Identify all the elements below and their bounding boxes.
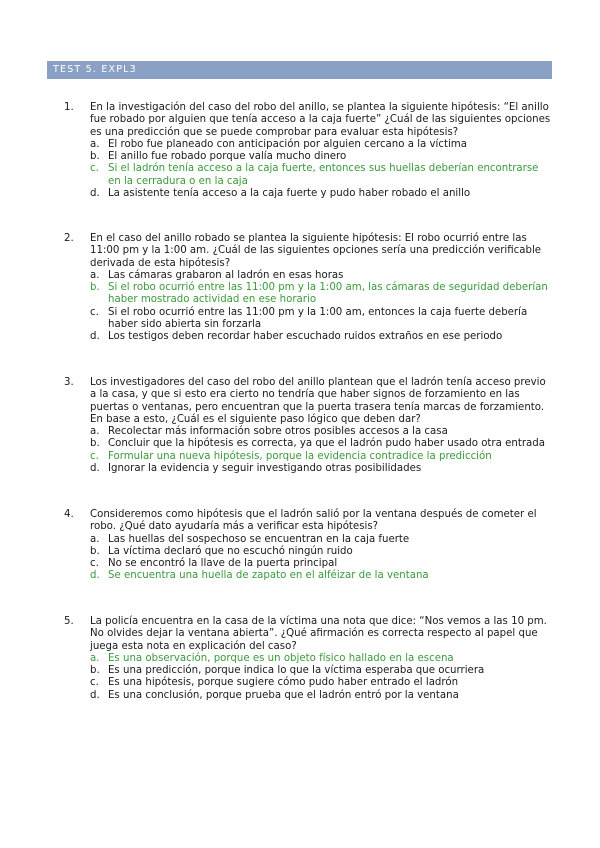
option-b[interactable] (90, 151, 554, 163)
option-letter: c. (90, 163, 99, 175)
option-d[interactable] (90, 690, 554, 702)
option-letter: c. (90, 306, 99, 318)
question-number: 5. (64, 616, 74, 627)
option-d[interactable] (90, 331, 554, 343)
option-letter: b. (90, 545, 100, 557)
option-letter: c. (90, 558, 99, 570)
option-text: Es una observación, porque es un objeto físico hallado en la escena (108, 652, 454, 664)
question-number: 3. (64, 377, 74, 388)
question-text: Consideremos como hipótesis que el ladrón salió por la ventana después de cometer el robo. ¿Qué dato ayudaría más a verificar esta hipótesis? (90, 509, 537, 533)
option-text: No se encontró la llave de la puerta principal (108, 558, 338, 570)
option-letter: a. (90, 652, 100, 664)
option-a[interactable] (90, 426, 554, 438)
question-text: La policía encuentra en la casa de la víctima una nota que dice: “Nos vemos a las 10 pm. No olvides dejar la ventana abierta”. ¿Qué afirmación es correcta respecto al papel que juega esta nota en explicación del caso? (90, 616, 547, 652)
option-letter: b. (90, 665, 100, 677)
option-text: La víctima declaró que no escuchó ningún ruido (108, 545, 353, 557)
option-d[interactable] (90, 188, 554, 200)
question-text: En la investigación del caso del robo del anillo, se plantea la siguiente hipótesis: “El anillo fue robado por alguien que tenía acceso a la caja fuerte” ¿Cuál de las siguientes opciones es una predicción que se puede comprobar para evaluar esta hipótesis? (90, 102, 551, 138)
option-letter: d. (90, 331, 100, 343)
option-b[interactable] (90, 546, 554, 558)
option-c-correct[interactable] (90, 163, 554, 188)
option-a[interactable] (90, 139, 554, 151)
option-letter: d. (90, 570, 100, 582)
option-text: Los testigos deben recordar haber escuchado ruidos extraños en ese periodo (108, 331, 503, 343)
question-number: 2. (64, 233, 74, 244)
option-letter: d. (90, 689, 100, 701)
question-4 (64, 509, 554, 583)
option-text: Formular una nueva hipótesis, porque la evidencia contradice la predicción (108, 450, 492, 462)
option-letter: a. (90, 533, 100, 545)
option-d-correct[interactable] (90, 570, 554, 582)
option-text: Recolectar más información sobre otros posibles accesos a la casa (108, 426, 448, 438)
option-text: Las huellas del sospechoso se encuentran en la caja fuerte (108, 533, 410, 545)
option-letter: a. (90, 269, 100, 281)
option-text: Concluir que la hipótesis es correcta, ya que el ladrón pudo haber usado otra entrada (108, 438, 545, 450)
question-text: Los investigadores del caso del robo del anillo plantean que el ladrón tenía acceso previo a la casa, y que si esto era cierto no tendría que haber signos de forzamiento en las puertas o ventanas, pero encuentran que la puerta trasera tenía marcas de forzamiento. En base a esto, ¿Cuál es el siguiente paso lógico que deben dar? (90, 377, 546, 425)
option-letter: d. (90, 188, 100, 200)
option-d[interactable] (90, 463, 554, 475)
option-a[interactable] (90, 270, 554, 282)
option-letter: c. (90, 677, 99, 689)
test-title: TEST 5. EXPL3 (53, 64, 137, 75)
option-a-correct[interactable] (90, 653, 554, 665)
question-number: 1. (64, 102, 74, 113)
option-b-correct[interactable] (90, 282, 554, 307)
option-text: Es una predicción, porque indica lo que la víctima esperaba que ocurriera (108, 665, 485, 677)
option-b[interactable] (90, 438, 554, 450)
question-text: En el caso del anillo robado se plantea la siguiente hipótesis: El robo ocurrió entre las 11:00 pm y la 1:00 am. ¿Cuál de las siguientes opciones sería una predicción verificable derivada de esta hipótesis? (90, 233, 542, 269)
option-letter: b. (90, 438, 100, 450)
question-1 (64, 102, 554, 200)
option-c-correct[interactable] (90, 451, 554, 463)
option-text: Si el robo ocurrió entre las 11:00 pm y la 1:00 am, entonces la caja fuerte debería haber sido abierta sin forzarla (108, 306, 528, 331)
question-3 (64, 377, 554, 475)
option-letter: c. (90, 450, 99, 462)
option-text: Ignorar la evidencia y seguir investigando otras posibilidades (108, 463, 422, 475)
question-number: 4. (64, 509, 74, 520)
test-header-bar (47, 61, 552, 79)
option-text: El robo fue planeado con anticipación por alguien cercano a la víctima (108, 138, 467, 150)
option-c[interactable] (90, 307, 554, 332)
option-text: Es una hipótesis, porque sugiere cómo pudo haber entrado el ladrón (108, 677, 459, 689)
option-text: Si el ladrón tenía acceso a la caja fuerte, entonces sus huellas deberían encontrarse en la cerradura o en la caja (108, 163, 539, 187)
option-c[interactable] (90, 677, 554, 689)
option-text: Si el robo ocurrió entre las 11:00 pm y la 1:00 am, las cámaras de seguridad deberían haber mostrado actividad en ese horario (108, 282, 548, 306)
option-a[interactable] (90, 534, 554, 546)
option-letter: b. (90, 282, 100, 294)
option-text: El anillo fue robado porque valía mucho dinero (108, 151, 347, 163)
option-text: La asistente tenía acceso a la caja fuerte y pudo haber robado el anillo (108, 188, 471, 200)
option-letter: b. (90, 151, 100, 163)
option-letter: a. (90, 426, 100, 438)
option-letter: a. (90, 138, 100, 150)
option-letter: d. (90, 463, 100, 475)
option-text: Se encuentra una huella de zapato en el alféizar de la ventana (108, 570, 429, 582)
option-text: Las cámaras grabaron al ladrón en esas horas (108, 269, 344, 281)
question-2 (64, 233, 554, 344)
option-b[interactable] (90, 665, 554, 677)
option-text: Es una conclusión, porque prueba que el ladrón entró por la ventana (108, 689, 459, 701)
option-c[interactable] (90, 558, 554, 570)
question-5 (64, 616, 554, 702)
